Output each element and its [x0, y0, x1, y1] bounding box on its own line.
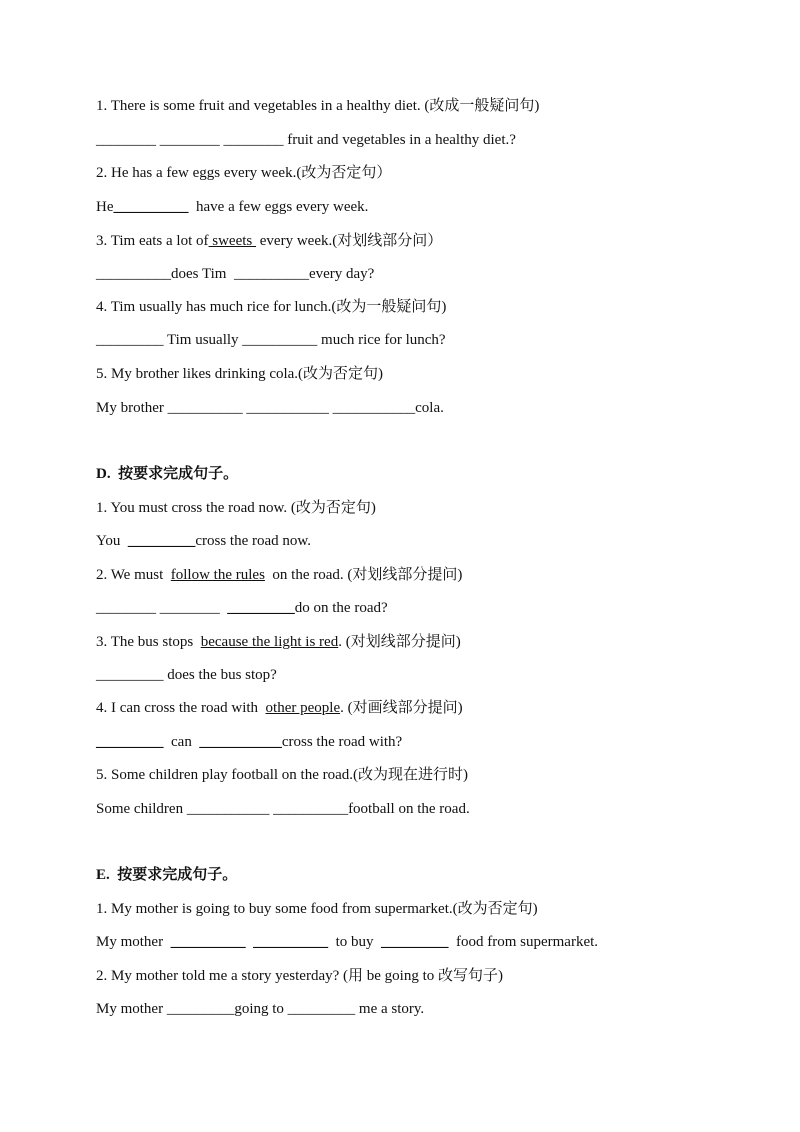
underlined-text: _________ — [381, 934, 449, 950]
question-line — [96, 766, 468, 784]
text-segment: 1. You must cross the road now. (改为否定句) — [96, 500, 376, 516]
text-segment: 2. We must — [96, 567, 171, 583]
question-line — [96, 699, 463, 717]
text-segment: cross the road now. — [195, 533, 312, 549]
text-segment: _________ Tim usually __________ much rice for lunch? — [96, 332, 446, 348]
text-segment: ________ ________ — [96, 600, 228, 616]
text-segment: E. 按要求完成句子。 — [96, 867, 238, 883]
text-segment: You — [96, 533, 128, 549]
text-segment — [246, 934, 254, 950]
answer-line — [96, 198, 368, 216]
underlined-text: _________ — [227, 600, 295, 616]
question-line — [96, 232, 442, 250]
text-segment: . (对画线部分提问) — [340, 700, 463, 716]
text-segment: have a few eggs every week. — [188, 199, 369, 215]
text-segment: He — [96, 199, 114, 215]
question-line — [96, 566, 462, 584]
text-segment: 1. My mother is going to buy some food from supermarket.(改为否定句) — [96, 901, 538, 917]
underlined-text: __________ — [113, 199, 189, 215]
text-segment: My brother __________ ___________ ___________cola. — [96, 400, 444, 416]
answer-line — [96, 666, 277, 684]
text-segment: D. 按要求完成句子。 — [96, 466, 239, 482]
text-segment: 5. My brother likes drinking cola.(改为否定句) — [96, 366, 384, 382]
answer-line — [96, 265, 374, 283]
text-segment: 4. I can cross the road with — [96, 700, 266, 716]
answer-line — [96, 733, 402, 751]
text-segment: My mother _________going to _________ me a story. — [96, 1001, 425, 1017]
underlined-text: _________ — [96, 734, 164, 750]
answer-line — [96, 399, 444, 417]
answer-line — [96, 599, 388, 617]
text-segment: every week.(对划线部分问） — [256, 233, 443, 249]
underlined-text: because the light is red — [200, 634, 339, 650]
underlined-text: _________ — [127, 533, 196, 549]
text-segment: to buy — [328, 934, 381, 950]
underlined-text: sweets — [208, 233, 257, 249]
text-segment: 2. My mother told me a story yesterday? (用 be going to 改写句子) — [96, 968, 504, 984]
text-segment: do on the road? — [294, 600, 388, 616]
question-line — [96, 967, 503, 985]
text-segment: . (对划线部分提问) — [338, 634, 461, 650]
text-segment: can — [163, 734, 200, 750]
answer-line — [96, 933, 598, 951]
underlined-text: follow the rules — [170, 567, 265, 583]
answer-line — [96, 331, 446, 349]
text-segment: 3. Tim eats a lot of — [96, 233, 209, 249]
text-segment: 4. Tim usually has much rice for lunch.(改为一般疑问句) — [96, 299, 447, 315]
question-line — [96, 499, 376, 517]
text-segment: My mother — [96, 934, 171, 950]
question-line — [96, 365, 383, 383]
answer-line — [96, 131, 516, 149]
underlined-text: __________ — [170, 934, 246, 950]
text-segment: 3. The bus stops — [96, 634, 201, 650]
text-segment: food from supermarket. — [448, 934, 599, 950]
text-segment: 2. He has a few eggs every week.(改为否定句） — [96, 165, 392, 181]
underlined-text: other people — [265, 700, 341, 716]
underlined-text: __________ — [253, 934, 329, 950]
section-heading — [96, 465, 238, 483]
answer-line — [96, 800, 470, 818]
text-segment: ________ ________ ________ fruit and vegetables in a healthy diet.? — [96, 132, 516, 148]
text-segment: _________ does the bus stop? — [96, 667, 277, 683]
text-segment: Some children ___________ __________football on the road. — [96, 801, 470, 817]
question-line — [96, 164, 391, 182]
text-segment: 1. There is some fruit and vegetables in a healthy diet. (改成一般疑问句) — [96, 98, 540, 114]
section-heading — [96, 866, 237, 884]
question-line — [96, 633, 461, 651]
question-line — [96, 298, 446, 316]
text-segment: cross the road with? — [281, 734, 403, 750]
answer-line — [96, 1000, 424, 1018]
question-line — [96, 97, 539, 115]
text-segment: on the road. (对划线部分提问) — [264, 567, 463, 583]
text-segment: 5. Some children play football on the road.(改为现在进行时) — [96, 767, 469, 783]
text-segment: __________does Tim __________every day? — [96, 266, 375, 282]
question-line — [96, 900, 538, 918]
answer-line — [96, 532, 311, 550]
underlined-text: ___________ — [199, 734, 282, 750]
